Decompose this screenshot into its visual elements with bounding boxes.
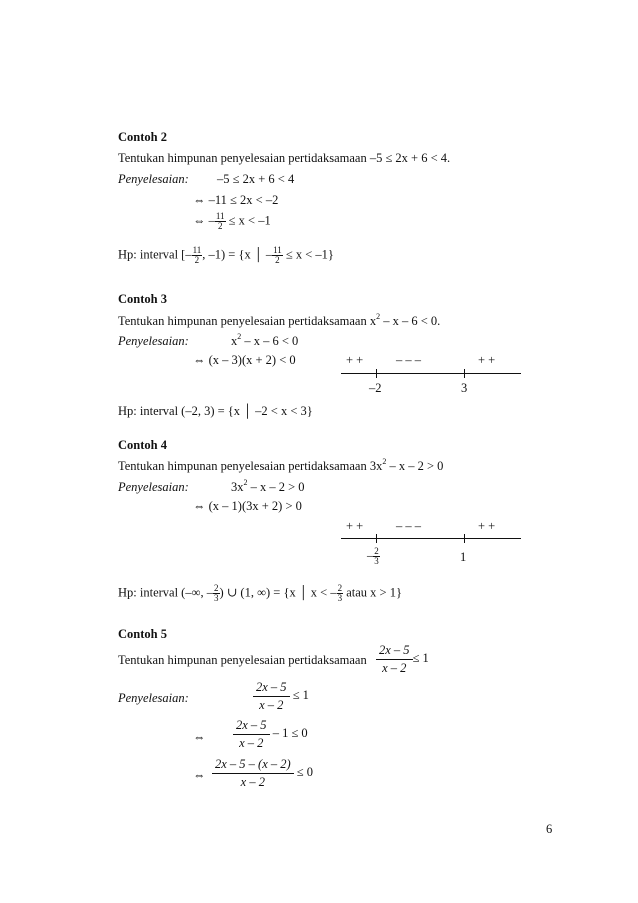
number-line [341, 373, 521, 374]
sign-chart-left: + + [346, 353, 364, 367]
fraction: $\frac{2x - 5 - (x - 2)}{x - 2}$ [212, 758, 294, 788]
fraction: $\frac{2}{3}$ [214, 583, 219, 603]
fraction: $\frac{11}{2}$ [273, 245, 282, 265]
fraction: $\frac{2}{3}$ [374, 546, 379, 566]
critical-point-1: – $\frac{2}{3}$ [367, 546, 379, 566]
equivalence-arrow: ⇔ [193, 768, 206, 782]
example-3-solution-label: Penyelesaian: [118, 334, 189, 348]
example-3-question: Tentukan himpunan penyelesaian pertidaksamaan $x^2 - x - 6 < 0$. [118, 312, 441, 328]
critical-point-2: 1 [460, 550, 467, 564]
sign-chart-middle: – – – [396, 353, 421, 367]
critical-point-2: 3 [461, 381, 468, 395]
number-line-tick [464, 369, 465, 378]
example-3-step-2: ⇔ (x – 3)(x + 2) < 0 [193, 353, 296, 367]
number-line [341, 538, 521, 539]
example-4-title: Contoh 4 [118, 438, 167, 452]
example-2-title: Contoh 2 [118, 130, 167, 144]
example-4-question: Tentukan himpunan penyelesaian pertidaksamaan $3x^2 - x - 2 > 0$ [118, 457, 444, 473]
example-4-step-1: $3x^2 - x - 2 > 0$ [231, 478, 305, 494]
example-5-question-fraction: $\frac{2x - 5}{x - 2}$ ≤ 1 [376, 644, 429, 674]
example-5-title: Contoh 5 [118, 627, 167, 641]
sign-chart-right: + + [478, 353, 496, 367]
example-2-question: Tentukan himpunan penyelesaian pertidaksamaan –5 ≤ 2x + 6 < 4. [118, 151, 451, 165]
example-5-step-2: $\frac{2x - 5}{x - 2}$ – 1 ≤ 0 [233, 719, 308, 749]
example-3-title: Contoh 3 [118, 292, 167, 306]
example-5-step-1: $\frac{2x - 5}{x - 2}$ ≤ 1 [253, 681, 309, 711]
example-3-step-1: $x^2 - x - 6 < 0$ [231, 332, 299, 348]
fraction: $\frac{11}{2}$ [215, 211, 225, 231]
example-3-answer: Hp: interval (–2, 3) = {x │ –2 < x < 3} [118, 404, 313, 418]
example-4-solution-label: Penyelesaian: [118, 480, 189, 494]
example-4-answer: Hp: interval (–∞, – $\frac{2}{3}$ ) ∪ (1, ∞) = {x │ x < – $\frac{2}{3}$ atau x > 1} [118, 583, 402, 603]
example-5-question: Tentukan himpunan penyelesaian pertidaksamaan [118, 653, 367, 667]
number-line-tick [376, 369, 377, 378]
page-number: 6 [546, 822, 553, 836]
fraction: $\frac{2x - 5}{x - 2}$ [376, 644, 413, 674]
fraction: $\frac{2x - 5}{x - 2}$ [233, 719, 270, 749]
fraction: $\frac{2}{3}$ [337, 583, 343, 603]
example-5-solution-label: Penyelesaian: [118, 691, 189, 705]
sign-chart-right: + + [478, 519, 496, 533]
example-2-step-1: –5 ≤ 2x + 6 < 4 [217, 172, 295, 186]
example-2-answer: Hp: interval [– $\frac{11}{2}$ , –1) = {x │ – $\frac{11}{2}$ ≤ x < –1} [118, 245, 334, 265]
example-2-step-3: ⇔ – $\frac{11}{2}$ ≤ x < –1 [193, 211, 271, 231]
equivalence-arrow: ⇔ [193, 730, 206, 744]
critical-point-1: –2 [369, 381, 382, 395]
example-5-step-3: $\frac{2x - 5 - (x - 2)}{x - 2}$ ≤ 0 [212, 758, 313, 788]
example-2-solution-label: Penyelesaian: [118, 172, 189, 186]
fraction: $\frac{11}{2}$ [192, 245, 202, 265]
sign-chart-middle: – – – [396, 519, 421, 533]
fraction: $\frac{2x - 5}{x - 2}$ [253, 681, 290, 711]
example-4-step-2: ⇔ (x – 1)(3x + 2) > 0 [193, 499, 302, 513]
example-2-step-2: ⇔ –11 ≤ 2x < –2 [193, 193, 279, 207]
number-line-tick [376, 534, 377, 543]
number-line-tick [464, 534, 465, 543]
sign-chart-left: + + [346, 519, 364, 533]
